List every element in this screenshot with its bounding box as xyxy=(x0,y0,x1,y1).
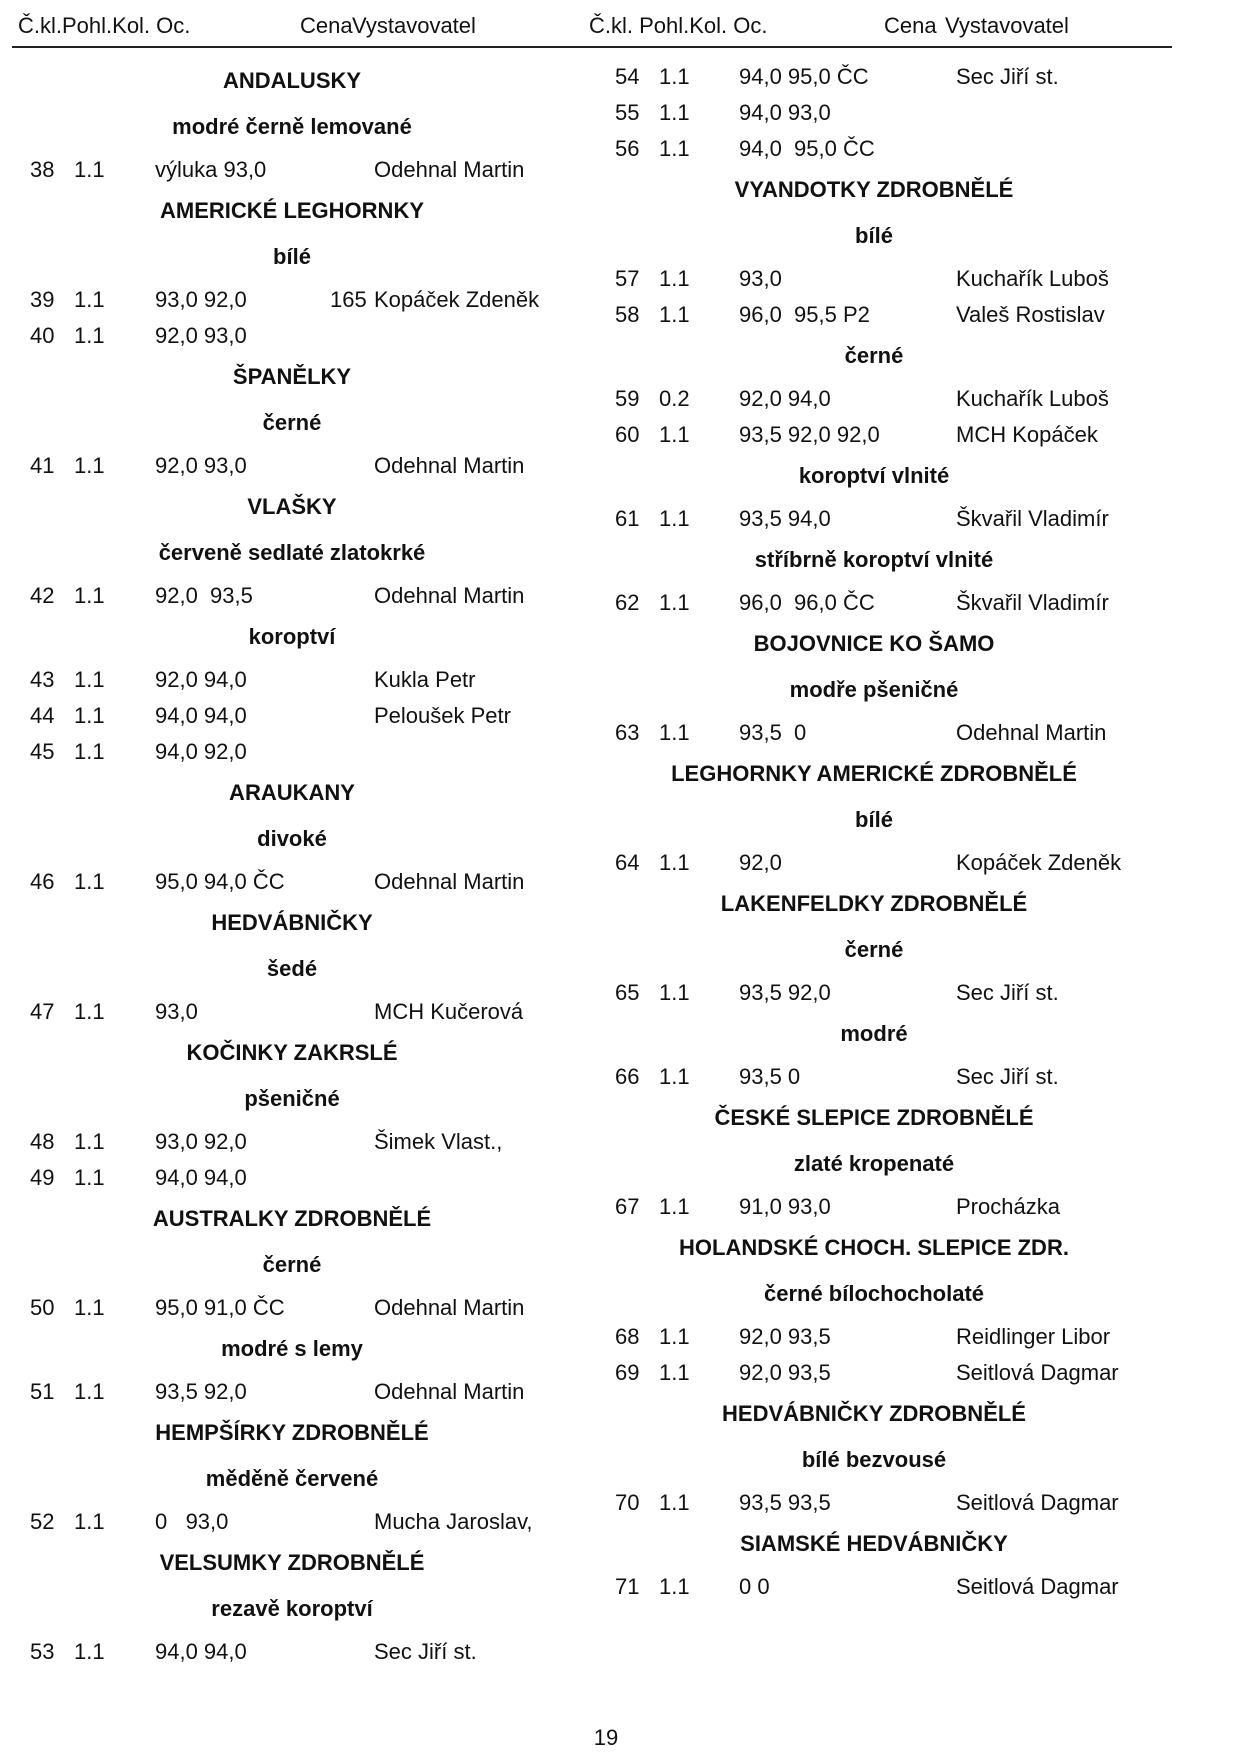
scores: 93,0 xyxy=(155,999,198,1024)
color-variety-heading: bílé xyxy=(855,807,893,832)
entry-number: 48 xyxy=(30,1129,55,1154)
scores: 0 0 xyxy=(739,1574,770,1599)
right-price-header: Cena xyxy=(884,13,937,38)
exhibitor: Peloušek Petr xyxy=(374,703,511,728)
scores: 92,0 93,0 xyxy=(155,453,247,478)
entry-number: 43 xyxy=(30,667,55,692)
breed-heading: ŠPANĚLKY xyxy=(232,364,352,389)
color-variety-heading: černé xyxy=(844,343,904,368)
entry-number: 67 xyxy=(615,1194,640,1219)
exhibitor: Kuchařík Luboš xyxy=(956,386,1109,411)
entry-number: 46 xyxy=(30,869,55,894)
exhibitor: Procházka xyxy=(956,1194,1060,1219)
left-exhibitor-header: Vystavovatel xyxy=(352,13,476,38)
sex-ratio: 1.1 xyxy=(74,323,105,348)
exhibitor: Sec Jiří st. xyxy=(956,1064,1059,1089)
entry-number: 60 xyxy=(615,422,640,447)
entry-number: 62 xyxy=(615,590,640,615)
scores: 91,0 93,0 xyxy=(739,1194,831,1219)
scores: 93,0 92,0 xyxy=(155,287,247,312)
sex-ratio: 1.1 xyxy=(74,1639,105,1664)
exhibitor: Mucha Jaroslav, xyxy=(374,1509,533,1534)
exhibitor: Šimek Vlast., xyxy=(374,1129,503,1154)
scores: 93,5 0 xyxy=(739,720,807,745)
sex-ratio: 1.1 xyxy=(659,850,690,875)
entry-number: 54 xyxy=(615,64,640,89)
breed-heading: HEDVÁBNIČKY xyxy=(211,910,373,935)
breed-heading: ARAUKANY xyxy=(229,780,355,805)
entry-number: 38 xyxy=(30,157,55,182)
breed-heading: ANDALUSKY xyxy=(222,68,362,93)
breed-heading: HEDVÁBNIČKY ZDROBNĚLÉ xyxy=(722,1401,1026,1426)
scores: 93,5 92,0 xyxy=(739,980,831,1005)
scores: 92,0 93,5 xyxy=(739,1324,831,1349)
sex-ratio: 1.1 xyxy=(74,1509,105,1534)
sex-ratio: 1.1 xyxy=(659,1360,690,1385)
exhibitor: Reidlinger Libor xyxy=(956,1324,1111,1349)
right-exhibitor-header: Vystavovatel xyxy=(945,13,1069,38)
entry-number: 41 xyxy=(30,453,55,478)
color-variety-heading: bílé xyxy=(855,223,893,248)
exhibitor: Valeš Rostislav xyxy=(956,302,1105,327)
sex-ratio: 1.1 xyxy=(74,453,105,478)
sex-ratio: 1.1 xyxy=(659,64,690,89)
scores: 92,0 94,0 xyxy=(155,667,247,692)
color-variety-heading: modré xyxy=(840,1021,908,1046)
exhibitor: Odehnal Martin xyxy=(374,1295,525,1320)
color-variety-heading: bílé xyxy=(273,244,311,269)
sex-ratio: 1.1 xyxy=(659,590,690,615)
sex-ratio: 1.1 xyxy=(659,1194,690,1219)
exhibitor: Odehnal Martin xyxy=(374,157,525,182)
entry-number: 69 xyxy=(615,1360,640,1385)
sex-ratio: 1.1 xyxy=(74,999,105,1024)
sex-ratio: 1.1 xyxy=(74,1165,105,1190)
scores: 93,0 92,0 xyxy=(155,1129,247,1154)
color-variety-heading: červeně sedlaté zlatokrké xyxy=(158,540,426,565)
color-variety-heading: koroptví vlnité xyxy=(798,463,950,488)
entry-number: 56 xyxy=(615,136,640,161)
entry-number: 47 xyxy=(30,999,55,1024)
sex-ratio: 1.1 xyxy=(74,1295,105,1320)
breed-heading: LAKENFELDKY ZDROBNĚLÉ xyxy=(720,891,1028,916)
color-variety-heading: šedé xyxy=(266,956,318,981)
entry-number: 40 xyxy=(30,323,55,348)
left-price-header: Cena xyxy=(300,13,353,38)
sex-ratio: 1.1 xyxy=(659,1324,690,1349)
sex-ratio: 1.1 xyxy=(74,1379,105,1404)
sex-ratio: 1.1 xyxy=(659,506,690,531)
entry-number: 50 xyxy=(30,1295,55,1320)
scores: 0 93,0 xyxy=(155,1509,229,1534)
scores: 92,0 93,5 xyxy=(155,583,253,608)
sex-ratio: 1.1 xyxy=(74,583,105,608)
sex-ratio: 1.1 xyxy=(659,136,690,161)
breed-heading: AMERICKÉ LEGHORNKY xyxy=(159,198,425,223)
breed-heading: VYANDOTKY ZDROBNĚLÉ xyxy=(734,177,1014,202)
breed-heading: VLAŠKY xyxy=(247,494,337,519)
sex-ratio: 1.1 xyxy=(659,422,690,447)
color-variety-heading: černé xyxy=(262,1252,322,1277)
exhibitor: Sec Jiří st. xyxy=(956,980,1059,1005)
breed-heading: LEGHORNKY AMERICKÉ ZDROBNĚLÉ xyxy=(671,761,1077,786)
sex-ratio: 1.1 xyxy=(659,980,690,1005)
color-variety-heading: modře pšeničné xyxy=(789,677,959,702)
scores: 94,0 94,0 xyxy=(155,1639,247,1664)
exhibitor: Odehnal Martin xyxy=(374,583,525,608)
exhibitor: Odehnal Martin xyxy=(374,869,525,894)
left-column-header: Č.kl.Pohl.Kol. Oc. xyxy=(18,13,191,38)
breed-heading: VELSUMKY ZDROBNĚLÉ xyxy=(159,1550,425,1575)
scores: 96,0 95,5 P2 xyxy=(739,302,870,327)
color-variety-heading: pšeničné xyxy=(244,1086,340,1111)
exhibitor: Škvařil Vladimír xyxy=(956,506,1109,531)
entry-number: 63 xyxy=(615,720,640,745)
entry-number: 57 xyxy=(615,266,640,291)
scores: 94,0 94,0 xyxy=(155,1165,247,1190)
color-variety-heading: rezavě koroptví xyxy=(211,1596,373,1621)
entry-number: 39 xyxy=(30,287,55,312)
color-variety-heading: černé bílochocholaté xyxy=(763,1281,985,1306)
scores: 95,0 94,0 ČC xyxy=(155,869,285,894)
exhibitor: Kopáček Zdeněk xyxy=(956,850,1122,875)
breed-heading: BOJOVNICE KO ŠAMO xyxy=(753,631,995,656)
breed-heading: SIAMSKÉ HEDVÁBNIČKY xyxy=(740,1531,1008,1556)
scores: 94,0 93,0 xyxy=(739,100,831,125)
breed-heading: ČESKÉ SLEPICE ZDROBNĚLÉ xyxy=(714,1105,1034,1130)
sex-ratio: 1.1 xyxy=(74,287,105,312)
scores: 93,5 94,0 xyxy=(739,506,831,531)
color-variety-heading: koroptví xyxy=(248,624,336,649)
exhibitor: Seitlová Dagmar xyxy=(956,1574,1119,1599)
scores: 95,0 91,0 ČC xyxy=(155,1295,285,1320)
entry-number: 59 xyxy=(615,386,640,411)
sex-ratio: 1.1 xyxy=(659,302,690,327)
scores: 94,0 95,0 ČC xyxy=(739,136,875,161)
exhibitor: Kopáček Zdeněk xyxy=(374,287,540,312)
entry-number: 66 xyxy=(615,1064,640,1089)
color-variety-heading: černé xyxy=(844,937,904,962)
breed-heading: AUSTRALKY ZDROBNĚLÉ xyxy=(152,1206,432,1231)
sex-ratio: 1.1 xyxy=(659,1574,690,1599)
scores: 94,0 92,0 xyxy=(155,739,247,764)
scores: 92,0 93,0 xyxy=(155,323,247,348)
entry-number: 68 xyxy=(615,1324,640,1349)
sex-ratio: 0.2 xyxy=(659,386,690,411)
exhibitor: MCH Kopáček xyxy=(956,422,1098,447)
exhibitor: MCH Kučerová xyxy=(374,999,524,1024)
color-variety-heading: stříbrně koroptví vlnité xyxy=(754,547,994,572)
exhibitor: Seitlová Dagmar xyxy=(956,1490,1119,1515)
scores: 94,0 95,0 ČC xyxy=(739,64,869,89)
entry-number: 44 xyxy=(30,703,55,728)
sex-ratio: 1.1 xyxy=(74,739,105,764)
entry-number: 65 xyxy=(615,980,640,1005)
exhibitor: Seitlová Dagmar xyxy=(956,1360,1119,1385)
exhibitor: Odehnal Martin xyxy=(374,1379,525,1404)
scores: 93,0 xyxy=(739,266,782,291)
entry-number: 64 xyxy=(615,850,640,875)
page-number: 19 xyxy=(593,1725,619,1750)
scores: 93,5 0 xyxy=(739,1064,801,1089)
entry-number: 49 xyxy=(30,1165,55,1190)
color-variety-heading: divoké xyxy=(257,826,327,851)
scores: 92,0 94,0 xyxy=(739,386,831,411)
scores: 94,0 94,0 xyxy=(155,703,247,728)
entry-number: 45 xyxy=(30,739,55,764)
exhibitor: Škvařil Vladimír xyxy=(956,590,1109,615)
sex-ratio: 1.1 xyxy=(659,266,690,291)
scores: 92,0 93,5 xyxy=(739,1360,831,1385)
color-variety-heading: modré černě lemované xyxy=(172,114,412,139)
scores: 93,5 92,0 xyxy=(155,1379,247,1404)
sex-ratio: 1.1 xyxy=(659,720,690,745)
color-variety-heading: černé xyxy=(262,410,322,435)
entry-number: 52 xyxy=(30,1509,55,1534)
scores: 93,5 92,0 92,0 xyxy=(739,422,880,447)
sex-ratio: 1.1 xyxy=(74,157,105,182)
header-rule xyxy=(12,46,1172,48)
entry-number: 42 xyxy=(30,583,55,608)
exhibitor: Sec Jiří st. xyxy=(956,64,1059,89)
entry-number: 55 xyxy=(615,100,640,125)
color-variety-heading: měděně červené xyxy=(205,1466,379,1491)
sex-ratio: 1.1 xyxy=(659,1064,690,1089)
sex-ratio: 1.1 xyxy=(74,667,105,692)
entry-number: 71 xyxy=(615,1574,640,1599)
exhibitor: Kukla Petr xyxy=(374,667,476,692)
entry-number: 61 xyxy=(615,506,640,531)
breed-heading: KOČINKY ZAKRSLÉ xyxy=(186,1040,398,1065)
color-variety-heading: modré s lemy xyxy=(221,1336,363,1361)
scores: 92,0 xyxy=(739,850,782,875)
exhibitor: Odehnal Martin xyxy=(956,720,1107,745)
color-variety-heading: bílé bezvousé xyxy=(801,1447,947,1472)
sex-ratio: 1.1 xyxy=(74,1129,105,1154)
sex-ratio: 1.1 xyxy=(74,869,105,894)
scores: výluka 93,0 xyxy=(155,157,267,182)
sex-ratio: 1.1 xyxy=(659,100,690,125)
entry-number: 58 xyxy=(615,302,640,327)
entry-number: 51 xyxy=(30,1379,55,1404)
entry-number: 70 xyxy=(615,1490,640,1515)
sex-ratio: 1.1 xyxy=(74,703,105,728)
exhibitor: Sec Jiří st. xyxy=(374,1639,477,1664)
entry-number: 53 xyxy=(30,1639,55,1664)
exhibitor: Kuchařík Luboš xyxy=(956,266,1109,291)
right-column-header: Č.kl. Pohl.Kol. Oc. xyxy=(589,13,768,38)
scores: 93,5 93,5 xyxy=(739,1490,831,1515)
price: 165 xyxy=(330,287,367,312)
sex-ratio: 1.1 xyxy=(659,1490,690,1515)
exhibitor: Odehnal Martin xyxy=(374,453,525,478)
breed-heading: HEMPŠÍRKY ZDROBNĚLÉ xyxy=(155,1420,429,1445)
scores: 96,0 96,0 ČC xyxy=(739,590,875,615)
color-variety-heading: zlaté kropenaté xyxy=(793,1151,955,1176)
breed-heading: HOLANDSKÉ CHOCH. SLEPICE ZDR. xyxy=(679,1235,1069,1260)
